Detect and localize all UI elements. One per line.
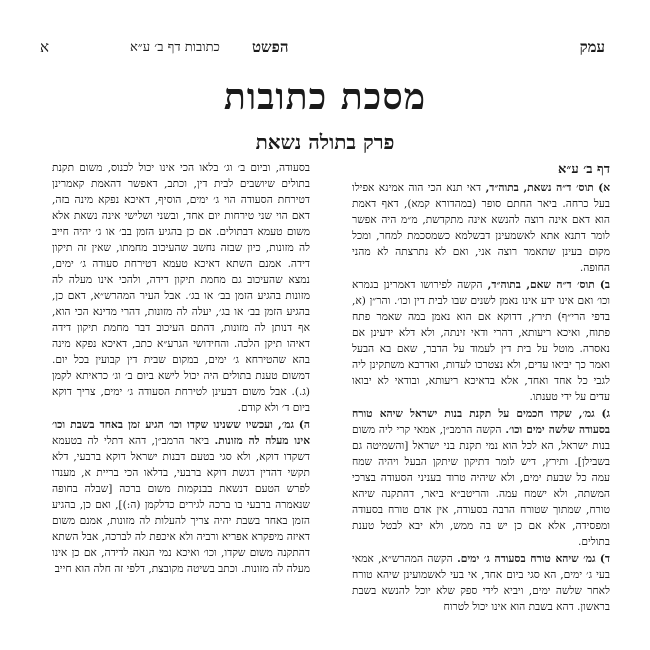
- running-head-daf: כתובות דף ב׳ ע״א: [130, 40, 220, 55]
- entry-text: הקשה הרמב״ן, אמאי קרי ליה משום בנות ישראל, הא לכל הוא נמי תקנת בני ישראל [והשמיטה גם בשבילן]. ותירץ, דיש לומר דתיקון שיתקן הבעל ויהיה שמח עמה כל שבעת ימים, ולא שיהיה טרוד בעניני הסעודה בצרכי המשתה, ולא ישמח עמה. והריטב״א ביאר, דהתקנה שיהא טורח, שמתוך שטורח הרבה בסעודה, אין אדם טורח בסעודה ומפסידה, אלא אם כן יש בה ממש, ולא יבא לבטל טענת בתולים.: [352, 424, 610, 548]
- daf-marker: דף ב׳ ע״א: [558, 162, 610, 177]
- commentary-entry: [352, 277, 610, 405]
- commentary-entry: [352, 180, 610, 276]
- running-head-pshat: הפשט: [252, 38, 289, 56]
- entry-text: דאי תנא הכי הוה אמינא אפילו בעל כרחה. ביאר החתם סופר (במהדורא קמא), דאף דאמת הוא דאם אינה רוצה להנשא אינה מתקדשת, מ״מ היה אפשר לומר דתנא אתא לאשמעינן דבשלמא כשמסכמת למחר, ומכל מקום בעינן שתאמר רוצה אני, ואם לא נתרצתה לא מהני החופה.: [352, 182, 610, 274]
- entry-text: הקשה המהרש״א, אמאי בעי ג׳ ימים, הא סגי ביום אחד, אי בעי לאשמועינן שיהא טורח לאחר שלשה ימים, ויביא לידי ספק שלא יוכל להנשא בשבת בראשון. דהא בשבת הוא אינו יכול לטרוח: [352, 553, 610, 613]
- entry-text: ביאר הרמב״ן, דהא דתלי לה בטעמא דשקדו דוקא, ולא סגי בטעם דבנות ישראל דוקא ברבעי, דלא תקשי דהדין דגשת דוקא ברבעי, בדלאו הכי בריית א, מענדו לפרש הטעם דנשאת בבנקמות משום ברכה [שבלה בחופה שנאמרה ברבעי בו ברכה לגירים כדלקמן (ה:)], ואם כן, בהגיע הזמן באחד בשבת יהיה צריך להעלות לה מזונות, אמנם משום דאיזה מיפקרא אפריא ורביה ולא איכפת לה לברכה, אבל השתא דהתקנה משום שקדו, וכו׳ ואיכא נמי הנאה לדידה, אם כן אינו מעלה לה מזונות. וכתב בשיטה מקובצת, דלפי זה חלה הוא חייב: [52, 435, 310, 575]
- entry-number: א): [598, 182, 610, 194]
- entry-heading: גמ׳, שקדו חכמים על תקנת בנות ישראל שיהא טורח בסעודה שלשה ימים וכו׳.: [352, 408, 610, 436]
- left-column: [52, 160, 310, 645]
- right-column: [352, 160, 610, 645]
- commentary-entry: [352, 406, 610, 550]
- entry-heading: גמ׳, ועכשיו ששנינו שקדו וכו׳ הגיע זמן באחד בשבת וכו׳ אינו מעלה לה מזונות.: [52, 419, 310, 447]
- running-head-amud: עמק: [579, 38, 605, 56]
- entry-text: הקשה לפירושו דאמרינן בגמרא וכו׳ ואם אינו ידע אינו נאמן לשנים שבו לבית דין וכו׳. והר״ן (א, בדפי הרי״ף) תירץ, דדוקא אם הוא נאמן במה שאמר פתח פתוח, ואיכא ריעותא, דהרי ודאי זינתה, ולא דלא ידעינן אם נאסרה. מוטל על בית דין לעמוד על הדבר, שאם בא הבעל ואמר כך יביאו עדים, ולא נצטרכו לעדות, ואדרבא משתקינן ליה לגבי כל אחד ואחד, אלא בדאיכא ריעותא, ובודאי לא יבואו עדים על ידי טענתו.: [352, 279, 610, 403]
- entry-number: ג): [601, 408, 610, 420]
- entry-number: ה): [298, 419, 310, 431]
- tractate-title: מסכת כתובות: [223, 76, 427, 118]
- chapter-title: פרק בתולה נשאת: [255, 130, 395, 154]
- commentary-entry: [352, 551, 610, 615]
- entry-heading: תוס׳ ד״ה שאם, בתוה״ד,: [487, 279, 595, 291]
- entry-number: ב): [599, 279, 610, 291]
- entry-heading: תוס׳ ד״ה נשאת, בתוה״ד,: [485, 182, 594, 194]
- commentary-entry: [52, 417, 310, 577]
- commentary-entry: [52, 160, 310, 416]
- entry-text: בסעודה, וביום ב׳ וג׳ בלאו הכי אינו יכול לכנוס, משום תקנת בתולים שיושבים לבית דין, וכתב, דאפשר דהאמת קאמרינן דטירחת הסעודה הוי ג׳ ימים, הוסיף, דאיכא נפקא מינה בזה, דאם הוי שני טירחות יום אחד, ובשני ושלישי אינה נשאת אלא משום טעמא דבתולים. אם כן בהגיע הזמן בב׳ או ג׳ יהיה חייב לה מזונות, כיון שבזה נחשב שהעיכוב מחמתו, שאין זה תיקון דידה. אמנם השתא דאיכא טעמא דטירחת סעודה ג׳ ימים, נמצא שהעיכוב גם מחמת תיקון דידה, ולהכי אינו מעלה לה מזונות בהגיע הזמן בב׳ או בג׳. אבל העיר המהרש״א, דאם כן, בהגיע הזמן בב׳ או בג׳, יעלה לה מזונות, דהרי מדינא הכי הוא, אף דנותן לה מזונות, דהתם העיכוב דבר מחמת תיקון דידה דאיהו תיקן הלכה. והחידושי הגרע״א כתב, דאיכא נפקא מינה בהא שהטירחא ג׳ ימים, במקום שבית דין קבועין בכל יום. דמשום טענת בתולים היה יכול לישא ביום ב׳ וג׳ כראיתא לקמן (ג.). אבל משום דבעינן לטירחת הסעודה ג׳ ימים, צריך דוקא ביום ד׳ ולא קודם.: [52, 162, 310, 414]
- entry-number: ד): [599, 553, 610, 565]
- running-head: [40, 38, 610, 58]
- entry-heading: גמ׳ שיהא טורח בסעודה ג׳ ימים.: [457, 553, 596, 565]
- page-number: א: [40, 38, 50, 56]
